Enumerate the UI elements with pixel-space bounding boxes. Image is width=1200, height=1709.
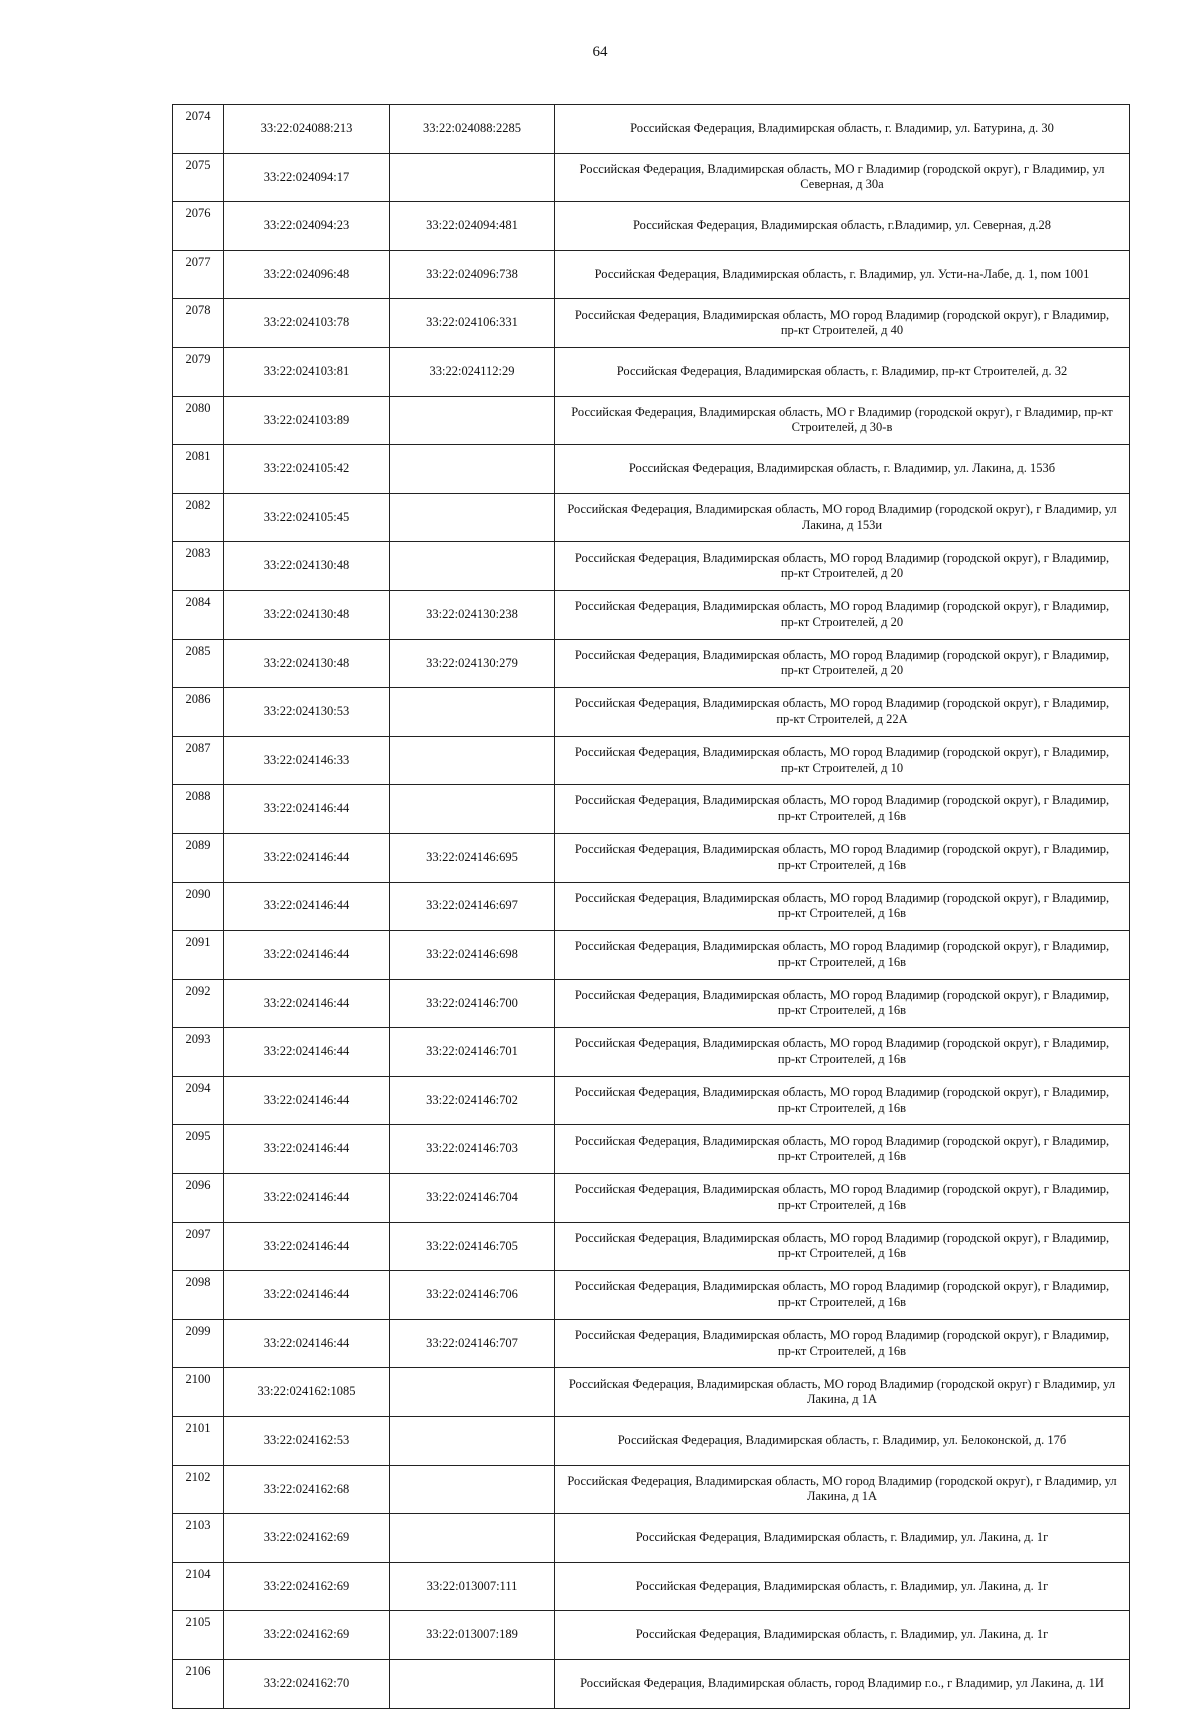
address-cell: Российская Федерация, Владимирская область, МО г Владимир (городской округ), г Владимир, пр-кт Строителей, д 30-в xyxy=(555,396,1130,445)
address-cell: Российская Федерация, Владимирская область, МО город Владимир (городской округ), г Владимир, пр-кт Строителей, д 40 xyxy=(555,299,1130,348)
object-cadastral-number-cell xyxy=(390,445,555,494)
land-cadastral-number-cell: 33:22:024094:17 xyxy=(224,153,390,202)
table-row xyxy=(173,1271,1130,1320)
object-cadastral-number-cell: 33:22:013007:111 xyxy=(390,1562,555,1611)
address-cell: Российская Федерация, Владимирская область, МО город Владимир (городской округ), г Владимир, пр-кт Строителей, д 16в xyxy=(555,1271,1130,1320)
row-number-cell: 2088 xyxy=(173,785,224,834)
land-cadastral-number-cell: 33:22:024096:48 xyxy=(224,250,390,299)
row-number-cell: 2103 xyxy=(173,1514,224,1563)
table-row xyxy=(173,736,1130,785)
row-number-cell: 2081 xyxy=(173,445,224,494)
address-cell: Российская Федерация, Владимирская область, г. Владимир, ул. Лакина, д. 1г xyxy=(555,1514,1130,1563)
table-row xyxy=(173,493,1130,542)
table-row xyxy=(173,445,1130,494)
object-cadastral-number-cell xyxy=(390,153,555,202)
address-cell: Российская Федерация, Владимирская область, МО город Владимир (городской округ), г Владимир, пр-кт Строителей, д 22А xyxy=(555,688,1130,737)
object-cadastral-number-cell xyxy=(390,1514,555,1563)
table-row xyxy=(173,785,1130,834)
row-number-cell: 2083 xyxy=(173,542,224,591)
object-cadastral-number-cell: 33:22:024146:702 xyxy=(390,1076,555,1125)
address-cell: Российская Федерация, Владимирская область, МО город Владимир (городской округ), г Владимир, пр-кт Строителей, д 20 xyxy=(555,639,1130,688)
land-cadastral-number-cell: 33:22:024130:48 xyxy=(224,590,390,639)
address-cell: Российская Федерация, Владимирская область, МО город Владимир (городской округ), г Владимир, пр-кт Строителей, д 16в xyxy=(555,979,1130,1028)
table-row xyxy=(173,1174,1130,1223)
land-cadastral-number-cell: 33:22:024130:48 xyxy=(224,542,390,591)
object-cadastral-number-cell: 33:22:024146:700 xyxy=(390,979,555,1028)
row-number-cell: 2093 xyxy=(173,1028,224,1077)
land-cadastral-number-cell: 33:22:024162:70 xyxy=(224,1660,390,1709)
land-cadastral-number-cell: 33:22:024146:44 xyxy=(224,785,390,834)
address-cell: Российская Федерация, Владимирская область, МО город Владимир (городской округ), г Владимир, пр-кт Строителей, д 16в xyxy=(555,785,1130,834)
address-cell: Российская Федерация, Владимирская область, г.Владимир, ул. Северная, д.28 xyxy=(555,202,1130,251)
registry-table xyxy=(172,104,1130,1709)
table-row xyxy=(173,1465,1130,1514)
object-cadastral-number-cell: 33:22:024130:238 xyxy=(390,590,555,639)
object-cadastral-number-cell xyxy=(390,785,555,834)
object-cadastral-number-cell: 33:22:024096:738 xyxy=(390,250,555,299)
table-row xyxy=(173,1222,1130,1271)
row-number-cell: 2092 xyxy=(173,979,224,1028)
land-cadastral-number-cell: 33:22:024146:44 xyxy=(224,1271,390,1320)
row-number-cell: 2076 xyxy=(173,202,224,251)
table-row xyxy=(173,882,1130,931)
row-number-cell: 2105 xyxy=(173,1611,224,1660)
address-cell: Российская Федерация, Владимирская область, г. Владимир, ул. Лакина, д. 153б xyxy=(555,445,1130,494)
row-number-cell: 2075 xyxy=(173,153,224,202)
table-row xyxy=(173,1611,1130,1660)
table-row xyxy=(173,542,1130,591)
table-row xyxy=(173,299,1130,348)
table-row xyxy=(173,1514,1130,1563)
land-cadastral-number-cell: 33:22:024162:69 xyxy=(224,1562,390,1611)
row-number-cell: 2101 xyxy=(173,1417,224,1466)
object-cadastral-number-cell: 33:22:024146:705 xyxy=(390,1222,555,1271)
land-cadastral-number-cell: 33:22:024130:53 xyxy=(224,688,390,737)
object-cadastral-number-cell: 33:22:024146:706 xyxy=(390,1271,555,1320)
table-row xyxy=(173,979,1130,1028)
row-number-cell: 2099 xyxy=(173,1319,224,1368)
table-row xyxy=(173,1319,1130,1368)
address-cell: Российская Федерация, Владимирская область, г. Владимир, ул. Лакина, д. 1г xyxy=(555,1562,1130,1611)
object-cadastral-number-cell: 33:22:024146:707 xyxy=(390,1319,555,1368)
table-row xyxy=(173,153,1130,202)
table-row xyxy=(173,347,1130,396)
row-number-cell: 2090 xyxy=(173,882,224,931)
land-cadastral-number-cell: 33:22:024162:1085 xyxy=(224,1368,390,1417)
row-number-cell: 2106 xyxy=(173,1660,224,1709)
object-cadastral-number-cell xyxy=(390,736,555,785)
object-cadastral-number-cell: 33:22:024094:481 xyxy=(390,202,555,251)
address-cell: Российская Федерация, Владимирская область, г. Владимир, пр-кт Строителей, д. 32 xyxy=(555,347,1130,396)
address-cell: Российская Федерация, Владимирская область, МО город Владимир (городской округ), г Владимир, пр-кт Строителей, д 10 xyxy=(555,736,1130,785)
row-number-cell: 2086 xyxy=(173,688,224,737)
address-cell: Российская Федерация, Владимирская область, г. Владимир, ул. Усти-на-Лабе, д. 1, пом 1001 xyxy=(555,250,1130,299)
table-body xyxy=(173,105,1130,1709)
table-row xyxy=(173,1368,1130,1417)
address-cell: Российская Федерация, Владимирская область, МО город Владимир (городской округ) г Владимир, ул Лакина, д 1А xyxy=(555,1368,1130,1417)
object-cadastral-number-cell: 33:22:024146:697 xyxy=(390,882,555,931)
address-cell: Российская Федерация, Владимирская область, город Владимир г.о., г Владимир, ул Лакина, д. 1И xyxy=(555,1660,1130,1709)
land-cadastral-number-cell: 33:22:024146:44 xyxy=(224,1319,390,1368)
object-cadastral-number-cell: 33:22:024146:695 xyxy=(390,833,555,882)
land-cadastral-number-cell: 33:22:024146:44 xyxy=(224,979,390,1028)
land-cadastral-number-cell: 33:22:024162:69 xyxy=(224,1611,390,1660)
address-cell: Российская Федерация, Владимирская область, МО город Владимир (городской округ), г Владимир, пр-кт Строителей, д 16в xyxy=(555,1174,1130,1223)
object-cadastral-number-cell xyxy=(390,493,555,542)
address-cell: Российская Федерация, Владимирская область, МО город Владимир (городской округ), г Владимир, ул Лакина, д 153и xyxy=(555,493,1130,542)
land-cadastral-number-cell: 33:22:024146:44 xyxy=(224,1222,390,1271)
table-row xyxy=(173,1660,1130,1709)
land-cadastral-number-cell: 33:22:024162:53 xyxy=(224,1417,390,1466)
row-number-cell: 2095 xyxy=(173,1125,224,1174)
land-cadastral-number-cell: 33:22:024146:44 xyxy=(224,1174,390,1223)
row-number-cell: 2077 xyxy=(173,250,224,299)
row-number-cell: 2104 xyxy=(173,1562,224,1611)
row-number-cell: 2080 xyxy=(173,396,224,445)
address-cell: Российская Федерация, Владимирская область, г. Владимир, ул. Батурина, д. 30 xyxy=(555,105,1130,154)
land-cadastral-number-cell: 33:22:024103:81 xyxy=(224,347,390,396)
land-cadastral-number-cell: 33:22:024146:44 xyxy=(224,833,390,882)
object-cadastral-number-cell: 33:22:024106:331 xyxy=(390,299,555,348)
land-cadastral-number-cell: 33:22:024146:44 xyxy=(224,882,390,931)
land-cadastral-number-cell: 33:22:024146:44 xyxy=(224,1028,390,1077)
land-cadastral-number-cell: 33:22:024162:69 xyxy=(224,1514,390,1563)
object-cadastral-number-cell: 33:22:024146:701 xyxy=(390,1028,555,1077)
row-number-cell: 2094 xyxy=(173,1076,224,1125)
address-cell: Российская Федерация, Владимирская область, г. Владимир, ул. Белоконской, д. 17б xyxy=(555,1417,1130,1466)
table-row xyxy=(173,1028,1130,1077)
object-cadastral-number-cell: 33:22:013007:189 xyxy=(390,1611,555,1660)
land-cadastral-number-cell: 33:22:024146:44 xyxy=(224,1125,390,1174)
land-cadastral-number-cell: 33:22:024146:44 xyxy=(224,931,390,980)
object-cadastral-number-cell: 33:22:024146:703 xyxy=(390,1125,555,1174)
row-number-cell: 2102 xyxy=(173,1465,224,1514)
table-row xyxy=(173,1076,1130,1125)
object-cadastral-number-cell xyxy=(390,688,555,737)
land-cadastral-number-cell: 33:22:024146:44 xyxy=(224,1076,390,1125)
object-cadastral-number-cell xyxy=(390,1368,555,1417)
object-cadastral-number-cell: 33:22:024088:2285 xyxy=(390,105,555,154)
object-cadastral-number-cell xyxy=(390,542,555,591)
table-row xyxy=(173,1562,1130,1611)
table-row xyxy=(173,590,1130,639)
object-cadastral-number-cell: 33:22:024146:704 xyxy=(390,1174,555,1223)
object-cadastral-number-cell: 33:22:024130:279 xyxy=(390,639,555,688)
address-cell: Российская Федерация, Владимирская область, МО город Владимир (городской округ), г Владимир, пр-кт Строителей, д 16в xyxy=(555,1076,1130,1125)
row-number-cell: 2074 xyxy=(173,105,224,154)
table-row xyxy=(173,639,1130,688)
table-row xyxy=(173,1417,1130,1466)
land-cadastral-number-cell: 33:22:024094:23 xyxy=(224,202,390,251)
row-number-cell: 2084 xyxy=(173,590,224,639)
address-cell: Российская Федерация, Владимирская область, МО город Владимир (городской округ), г Владимир, пр-кт Строителей, д 20 xyxy=(555,590,1130,639)
table-row xyxy=(173,105,1130,154)
table-row xyxy=(173,931,1130,980)
table-row xyxy=(173,833,1130,882)
table-row xyxy=(173,396,1130,445)
row-number-cell: 2082 xyxy=(173,493,224,542)
table-row xyxy=(173,688,1130,737)
object-cadastral-number-cell: 33:22:024146:698 xyxy=(390,931,555,980)
land-cadastral-number-cell: 33:22:024103:78 xyxy=(224,299,390,348)
row-number-cell: 2085 xyxy=(173,639,224,688)
object-cadastral-number-cell xyxy=(390,1417,555,1466)
row-number-cell: 2091 xyxy=(173,931,224,980)
address-cell: Российская Федерация, Владимирская область, МО г Владимир (городской округ), г Владимир, ул Северная, д 30а xyxy=(555,153,1130,202)
address-cell: Российская Федерация, Владимирская область, МО город Владимир (городской округ), г Владимир, пр-кт Строителей, д 16в xyxy=(555,1028,1130,1077)
land-cadastral-number-cell: 33:22:024088:213 xyxy=(224,105,390,154)
address-cell: Российская Федерация, Владимирская область, МО город Владимир (городской округ), г Владимир, пр-кт Строителей, д 16в xyxy=(555,1319,1130,1368)
table-row xyxy=(173,250,1130,299)
land-cadastral-number-cell: 33:22:024105:42 xyxy=(224,445,390,494)
address-cell: Российская Федерация, Владимирская область, МО город Владимир (городской округ), г Владимир, пр-кт Строителей, д 16в xyxy=(555,931,1130,980)
land-cadastral-number-cell: 33:22:024105:45 xyxy=(224,493,390,542)
table-row xyxy=(173,202,1130,251)
land-cadastral-number-cell: 33:22:024146:33 xyxy=(224,736,390,785)
land-cadastral-number-cell: 33:22:024130:48 xyxy=(224,639,390,688)
page-number: 64 xyxy=(592,44,608,60)
row-number-cell: 2087 xyxy=(173,736,224,785)
address-cell: Российская Федерация, Владимирская область, МО город Владимир (городской округ), г Владимир, пр-кт Строителей, д 16в xyxy=(555,882,1130,931)
row-number-cell: 2089 xyxy=(173,833,224,882)
address-cell: Российская Федерация, Владимирская область, МО город Владимир (городской округ), г Владимир, пр-кт Строителей, д 16в xyxy=(555,1125,1130,1174)
address-cell: Российская Федерация, Владимирская область, г. Владимир, ул. Лакина, д. 1г xyxy=(555,1611,1130,1660)
address-cell: Российская Федерация, Владимирская область, МО город Владимир (городской округ), г Владимир, пр-кт Строителей, д 16в xyxy=(555,1222,1130,1271)
row-number-cell: 2096 xyxy=(173,1174,224,1223)
row-number-cell: 2078 xyxy=(173,299,224,348)
row-number-cell: 2079 xyxy=(173,347,224,396)
table-row xyxy=(173,1125,1130,1174)
address-cell: Российская Федерация, Владимирская область, МО город Владимир (городской округ), г Владимир, пр-кт Строителей, д 16в xyxy=(555,833,1130,882)
object-cadastral-number-cell xyxy=(390,1660,555,1709)
object-cadastral-number-cell: 33:22:024112:29 xyxy=(390,347,555,396)
land-cadastral-number-cell: 33:22:024103:89 xyxy=(224,396,390,445)
address-cell: Российская Федерация, Владимирская область, МО город Владимир (городской округ), г Владимир, пр-кт Строителей, д 20 xyxy=(555,542,1130,591)
address-cell: Российская Федерация, Владимирская область, МО город Владимир (городской округ), г Владимир, ул Лакина, д 1А xyxy=(555,1465,1130,1514)
row-number-cell: 2097 xyxy=(173,1222,224,1271)
row-number-cell: 2100 xyxy=(173,1368,224,1417)
object-cadastral-number-cell xyxy=(390,396,555,445)
object-cadastral-number-cell xyxy=(390,1465,555,1514)
row-number-cell: 2098 xyxy=(173,1271,224,1320)
land-cadastral-number-cell: 33:22:024162:68 xyxy=(224,1465,390,1514)
